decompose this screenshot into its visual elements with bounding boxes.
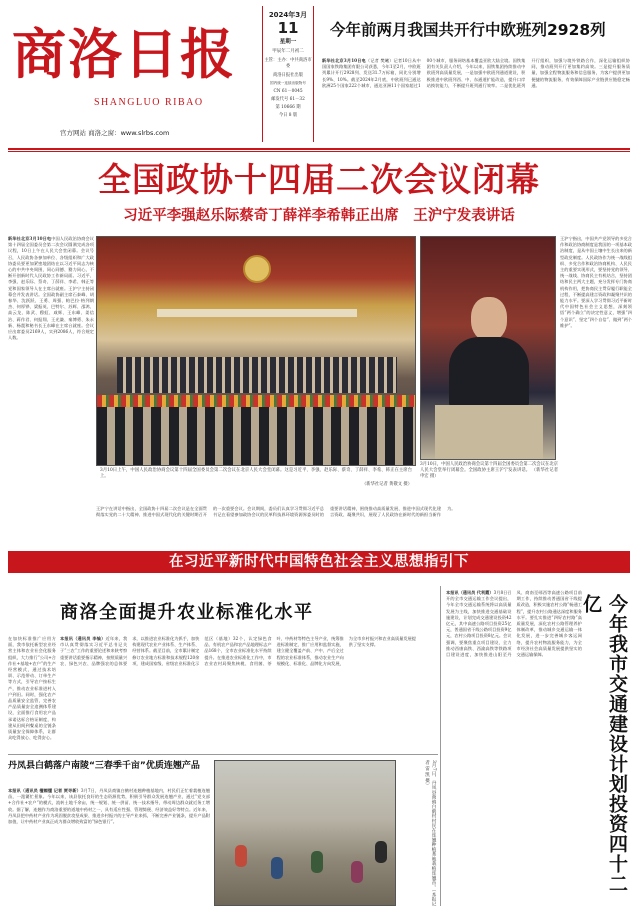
top-story-dateline: 新华社北京3月10日电 — [322, 58, 366, 63]
farm-worker — [375, 841, 387, 863]
sponsor: 主管：主办：中共商洛市委 — [264, 58, 312, 69]
agri-right-text: 在加快标准推广应用方面，我市依托新型农业经营主体和农业社会化服务组织，大力推行“公司+合作社+基地+农户”的生产经营模式，通过技术培训、示范带动、订单生产等方式，引导农户按标生产，推动农业标准进村入户到田。同时，强化农产品质量安全监管，完善农产品质量安全追溯体系建设，全面推行食用农产品承诺达标合格证制度，构建从田间到餐桌的全链条质量安全保障体系，让群众吃得放心、吃得安心。 — [8, 636, 56, 741]
farm-worker — [351, 861, 363, 883]
farm-planting-photo — [214, 760, 396, 906]
masthead-pinyin: SHANGLUO RIBAO — [94, 97, 204, 108]
wang-huning-photo — [420, 236, 556, 460]
plenary-hall-photo — [96, 236, 416, 466]
lead-body-left — [8, 236, 94, 518]
top-story-text: （记者 樊曦）记者10日从中国国家铁路集团有限公司获悉，今年1至2月，中欧班列累计开行2928列、发送31.7万标箱，同比分别增长9%、10%。截至2024年2月底，中欧班列已通达欧洲25个国家222个城市，通达亚洲11个国家超过100个城市，服务网络基本覆盖亚欧大陆全境。国铁集团有关负责人介绍，今年以来，国铁集团持续推动中欧班列高质量发展，一是加强中欧班列通道建设，积极推进中欧班列西、中、东通道扩能改造，提升口岸站换装能力，不断提升班列通行效率。二是优化班列开行组织，加强与境外铁路合作，深化运输组织协同，推动班列开行更加集约高效。三是提升服务质量，加强全程物流服务和信息服务，为客户提供更加便捷的物流服务，有效保障国际产业链供应链稳定畅通。 — [322, 58, 630, 88]
hall-flowers — [97, 395, 415, 407]
date-lunar: 甲辰年二月初二 — [272, 49, 304, 54]
farm-worker — [311, 851, 323, 873]
traffic-divider — [440, 586, 441, 906]
lead-dateline: 新华社北京3月10日电 — [8, 236, 52, 241]
masthead-rule-thin — [8, 151, 630, 152]
date-box — [262, 6, 314, 142]
section-band — [8, 551, 630, 573]
masthead — [0, 0, 638, 148]
lead-body-continuation — [96, 506, 558, 546]
masthead-logo: 商洛日报 — [12, 22, 236, 86]
farm-caption-text: 3月7日，丹凤县商镇白鹤村村民在连翘种植基地栽植连翘苗。 — [431, 760, 436, 890]
hall-ceiling-emblem — [243, 255, 271, 283]
lead-headline: 全国政协十四届二次会议闭幕 — [98, 160, 540, 199]
lead-right-text: 王沪宁指出，中国共产党领导的多党合作和政治协商制度是我国的一项基本政治制度，是从中国土壤中生长出来的新型政党制度。人民政协作为统一战线组织、多党合作和政治协商机构、人民民主的重要实现形式，要坚持党的领导、统一战线、协商民主有机结合，坚持团结和民主两大主题，充分发挥专门协商机构作用，把协商民主贯穿履行职能全过程，不断提高建言资政和凝聚共识的能力水平。要深入学习贯彻习近平新时代中国特色社会主义思想，深刻领悟“两个确立”的决定性意义，增强“四个意识”、坚定“四个自信”、做到“两个维护”。 — [560, 236, 632, 328]
photo2-credit: （新华社记者 申宏 摄） — [420, 468, 559, 479]
wang-photo-caption — [420, 462, 558, 504]
photo1-credit: （新华社记者 黄敬文 摄） — [362, 482, 412, 487]
cn-number: CN 61－0045 — [273, 89, 303, 94]
masthead-website[interactable]: 官方网站 商洛之窗：www.slrbs.com — [60, 129, 170, 137]
top-story-headline: 今年前两月我国共开行中欧班列2928列 — [330, 21, 606, 39]
speaker-head — [471, 297, 507, 341]
farm-worker — [235, 845, 247, 867]
top-story-body — [322, 58, 630, 142]
farm-photo-credit: （本报记者 雷 凯 摄） — [424, 760, 436, 906]
farm-byline: 本报讯（通讯员 檀帽懂 记者 贾寻新） — [8, 788, 81, 793]
hall-banner — [157, 309, 357, 317]
publisher: 商洛日报社出版 — [272, 73, 304, 78]
agri-body-left — [8, 636, 56, 752]
lead-text: 中国人民政治协商会议第十四届全国委员会第二次会议圆满完成各项议程，10日上午在人民大会堂闭幕。会议号召，人民政协各参加单位、各级组织和广大政协委员要更加紧密地团结在以习近平同志为核心的中共中央周围，同心同德、勠力同心，不断开创新时代人民政协工作新局面。习近平、李强、赵乐际、蔡奇、丁薛祥、李希、韩正等党和国家领导人在主席台就座。王沪宁主持闭幕会并发表讲话。全国政协副主席石泰峰、胡春华、沈跃跃、王勇、周强、帕巴拉·格列朗杰、何厚铧、梁振英、巴特尔、苏辉、邵鸿、高云龙、陈武、穆虹、咸辉、王东峰、姜信治、蒋作君、何报翔、王光谦、秦博勇、朱永新、杨震和秘书长王东峰在主席台就座。会议应出席委员2169人，实到2086人，符合规定人数。 — [8, 236, 94, 341]
issue-number: 第 10666 期 — [275, 105, 301, 110]
farm-body — [8, 788, 210, 906]
photo1-caption-text: 3月10日上午，中国人民政治协商会议第十四届全国委员会第二次会议在北京人民大会堂闭幕。这是习近平、李强、赵乐际、蔡奇、丁薛祥、李希、韩正在主席台上。 — [100, 468, 412, 479]
section-band-text: 在习近平新时代中国特色社会主义思想指引下 — [169, 554, 469, 570]
farm-headline: 丹凤县白鹤落户南陵“三春季千亩”优质连翘产品 — [8, 761, 200, 771]
traffic-body — [446, 590, 582, 906]
date-year-month: 2024年3月 — [268, 11, 308, 19]
agri-divider — [8, 754, 438, 755]
pages-today: 今日 8 版 — [278, 113, 298, 118]
plenary-photo-caption — [100, 468, 412, 506]
traffic-text: 3月8日召开的全市交通运输工作会议提出，今年全市交通运输系统将以高质量发展为主线，加快推进交通基础设施建设，计划完成交通建设投资42亿元，其中高速公路项目投资25亿元，普通国省干线公路项目投资9亿元，农村公路项目投资8亿元。会议强调，要聚焦重点项目建设，全力推动西康高铁、西渝高铁等铁路项目建设进度，加快推进山阳至丹凤、商南至郧西等高速公路项目前期工作，持续推动普通国省干线提质改造，积极实施农村公路“畅通工程”，提升农村公路通达深度和服务水平。要扎实推进“四好农村路”高质量发展，深化农村公路管理养护体制改革，推动城乡交通运输一体化发展，进一步完善城乡客运网络，提升农村物流服务能力，为全市经济社会高质量发展提供坚实的交通运输保障。 — [446, 590, 582, 658]
lead-subhead: 习近平李强赵乐际蔡奇丁薛祥李希韩正出席 王沪宁发表讲话 — [123, 208, 515, 224]
traffic-byline: 本报讯（通讯员 代利霞） — [446, 590, 494, 595]
farm-photo-caption — [400, 760, 436, 906]
date-weekday: 星期一 — [279, 39, 297, 45]
speaker-podium — [435, 405, 543, 459]
agri-body — [60, 636, 416, 752]
farm-text: 3月7日，丹凤县商镇白鹤村连翘种植基地内，村民们正忙着栽植连翘苗，一派繁忙景象。今年以来，该县依托良好的生态资源优势，积极引导群众发展连翘产业，通过“党支部+合作社+农户”的模式，流转土地千余亩，统一规划、统一供苗、统一技术指导，带动周边群众就近务工增收。据了解，连翘作为商洛重要的道地中药材之一，具有适应性强、管理简便、经济效益好等特点。近年来，丹凤县把中药材产业作为巩固脱贫攻坚成果、推进乡村振兴的主导产业来抓，不断完善产业链条，提升产品附加值，让中药材产业真正成为群众增收致富的“绿色银行”。 — [8, 788, 210, 825]
lead-body-right — [560, 236, 632, 546]
date-day: 11 — [277, 19, 299, 37]
traffic-headline: 今年我市交通建设计划投资四十二亿 — [580, 594, 628, 894]
farm-worker — [271, 857, 283, 879]
agri-headline: 商洛全面提升农业标准化水平 — [60, 602, 314, 623]
agri-text: 近年来，我市认真贯彻落实习近平总书记关于“三农”工作的重要论述和来陕考察重要讲话重要指示精神，按照质量兴农、绿色兴农、品牌强农的总体要求，以推进农业标准化为抓手，加快构建现代农业产业体系、生产体系、经营体系。截至目前，全市累计制定修订农业地方标准和技术规程120余项，建成国家级、省级农业标准化示范区（基地）32个，认定绿色食品、有机农产品和农产品地理标志产品168个，全市农业标准化水平持续提升。在推进农业标准化工作中，市农业农村局聚焦核桃、食用菌、茶叶、中药材等特色主导产业，统筹推进标准制定、推广应用和监督实施，建立健全覆盖产前、产中、产后全过程的农业标准体系，推动农业生产向规模化、标准化、品牌化方向发展，为全市乡村振兴和农业高质量发展提供了坚实支撑。 — [60, 636, 416, 666]
issue-code: 邮发代号 61－32 — [271, 97, 305, 102]
lead-continuation-text: 王沪宁在讲话中指出，全国政协十四届二次会议是在全面贯彻落实党的二十大精神、推进中国式现代化的关键时期召开的一次重要会议。会议期间，委员们认真学习贯彻习近平总书记在看望参加政协会议的民革科技界环境资源界委员时的重要讲话精神，围绕推动高质量发展、推进中国式现代化建言资政、凝聚共识，展现了人民政协在新时代的新担当新作为。 — [96, 506, 456, 518]
cn-code-label: 国内统一连续出版物号 — [270, 81, 306, 85]
hall-front-row — [97, 407, 415, 465]
speaker-suit — [449, 337, 529, 407]
agri-byline: 本报讯（通讯员 李愉） — [60, 636, 106, 641]
hall-presidium — [117, 357, 397, 393]
masthead-rule — [8, 148, 630, 150]
photo2-caption-text: 3月10日，中国人民政治协商会议第十四届全国委员会第二次会议在北京人民大会堂举行闭幕会。全国政协主席王沪宁发表讲话。 — [420, 462, 558, 473]
